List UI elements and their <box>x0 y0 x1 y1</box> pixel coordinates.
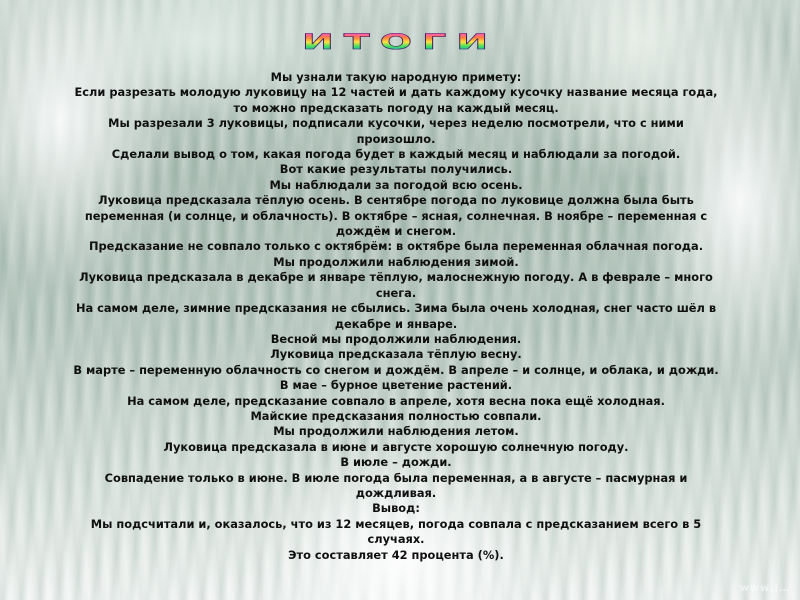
slide-body <box>70 70 722 563</box>
paragraph: Мы узнали такую народную примету: <box>270 70 522 84</box>
paragraph: Майские предсказания полностью совпали. <box>250 408 542 423</box>
paragraph: Мы разрезали 3 луковицы, подписали кусочки, через неделю посмотрели, что с ними произошло. <box>108 116 684 146</box>
paragraph: На самом деле, предсказание совпало в апреле, хотя весна пока ещё холодная. <box>127 393 665 408</box>
paragraph: В марте – переменную облачность со снегом и дождём. В апреле – и солнце, и облака, и дожди. В мае – бурное цветение растений. <box>73 362 719 393</box>
paragraph: Луковица предсказала в декабре и январе тёплую, малоснежную погоду. А в феврале – много снега. <box>79 270 713 300</box>
paragraph: В июле – дожди. <box>340 455 452 470</box>
paragraph: Луковица предсказала тёплую осень. В сентябре погода по луковице должна была быть переменная (и солнце, и облачность). В октябре – ясная, солнечная. В ноябре – переменная с дождём и снегом. <box>84 193 708 239</box>
paragraph: Мы продолжили наблюдения летом. <box>273 424 519 439</box>
paragraph: Вот какие результаты получились. <box>279 162 513 177</box>
paragraph: Весной мы продолжили наблюдения. <box>270 331 522 346</box>
paragraph: Совпадение только в июне. В июле погода была переменная, а в августе – пасмурная и дождливая. <box>104 470 688 500</box>
paragraph: Луковица предсказала тёплую весну. <box>270 347 522 362</box>
paragraph: Сделали вывод о том, какая погода будет в каждый месяц и наблюдали за погодой. <box>111 147 681 162</box>
paragraph: Предсказание не совпало только с октябрём: в октябре была переменная облачная погода. <box>88 239 704 254</box>
conclusion-heading: Вывод: <box>372 501 420 516</box>
paragraph: На самом деле, зимние предсказания не сбылись. Зима была очень холодная, снег часто шёл в декабре и январе. <box>75 301 717 331</box>
paragraph: Луковица предсказала в июне и августе хорошую солнечную погоду. <box>163 439 629 454</box>
paragraph: Мы продолжили наблюдения зимой. <box>273 254 519 269</box>
slide-title: ИТОГИ <box>0 31 800 53</box>
watermark: www.l… <box>739 583 790 594</box>
paragraph: Это составляет 42 процента (%). <box>288 547 504 562</box>
paragraph: Мы подсчитали и, оказалось, что из 12 месяцев, погода совпала с предсказанием всего в 5 случаях. <box>90 516 702 547</box>
paragraph: Мы наблюдали за погодой всю осень. <box>269 177 523 192</box>
paragraph: Если разрезать молодую луковицу на 12 частей и дать каждому кусочку название месяца года, то можно предсказать погоду на каждый месяц. <box>74 85 718 115</box>
